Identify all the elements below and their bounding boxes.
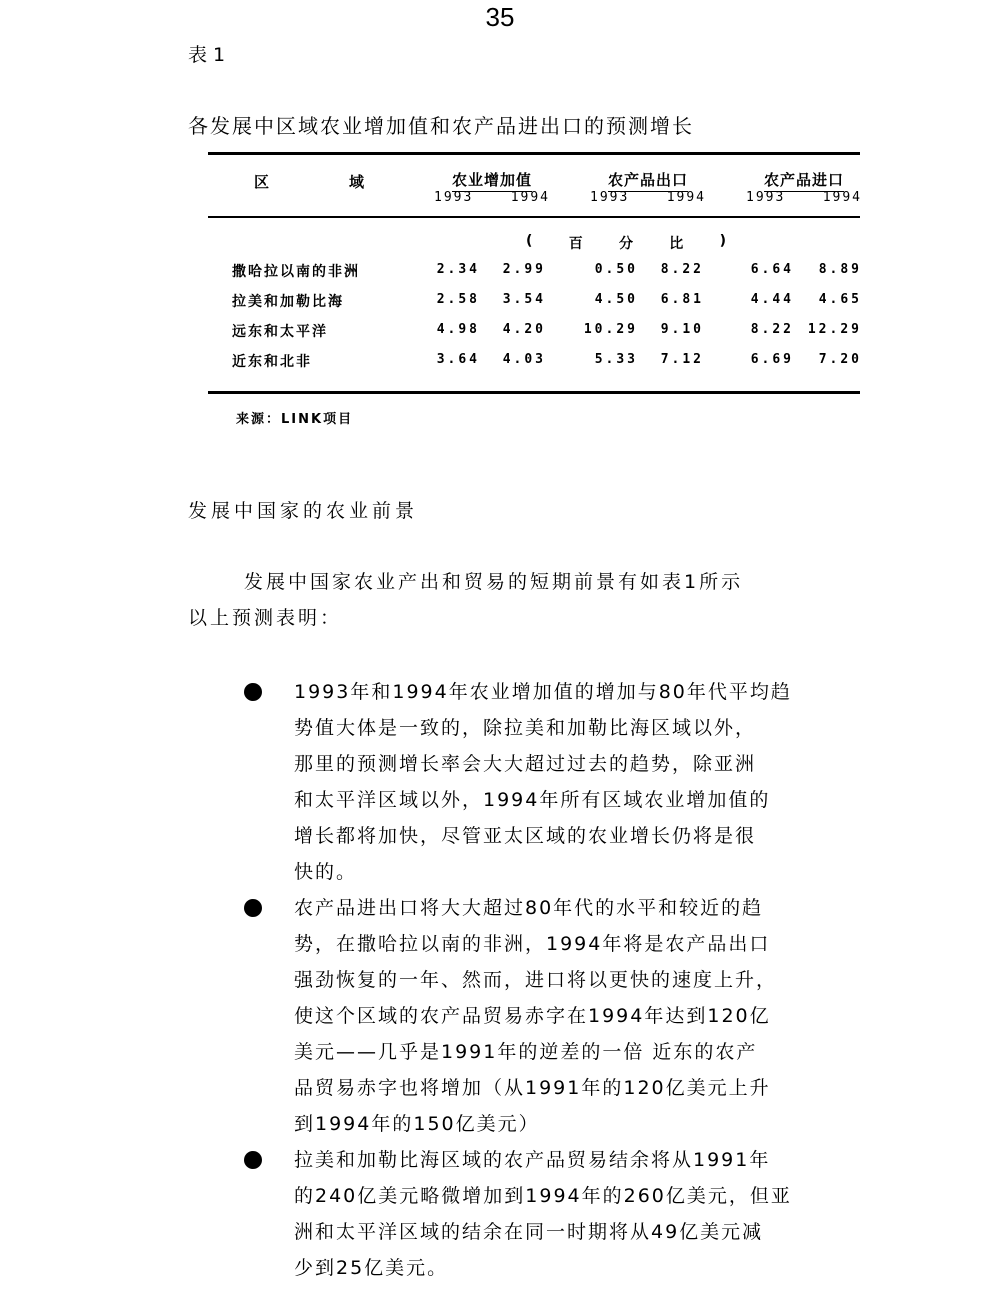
table-cell: 2.34	[436, 262, 480, 277]
bullet-line: 的240亿美元略微增加到1994年的260亿美元，但亚	[294, 1185, 792, 1207]
table-cell: 4.44	[750, 292, 794, 307]
bullet-line: 那里的预测增长率会大大超过过去的趋势，除亚洲	[294, 753, 757, 775]
group-title: 农业增加值	[452, 169, 532, 192]
bullet-line: 使这个区域的农产品贸易赤字在1994年达到120亿	[294, 1005, 771, 1027]
table-label: 表 1	[188, 44, 226, 66]
table-cell: 3.54	[502, 292, 546, 307]
table-cell: 8.89	[818, 262, 862, 277]
group-title: 农产品进口	[764, 169, 844, 192]
intro-line-2: 以上预测表明：	[188, 607, 343, 629]
bullet-line: 拉美和加勒比海区域的农产品贸易结余将从1991年	[294, 1149, 771, 1171]
intro-line-1: 发展中国家农业产出和贸易的短期前景有如表1所示	[244, 571, 744, 593]
bullet-line: 农产品进出口将大大超过80年代的水平和较近的趋	[294, 897, 764, 919]
bullet-line: 强劲恢复的一年、然而，进口将以更快的速度上升，	[294, 969, 778, 991]
unit-part: )	[719, 233, 726, 249]
table-cell: 4.50	[594, 292, 638, 307]
table-cell: 4.20	[502, 322, 546, 337]
table-source-note: 来源：LINK项目	[236, 412, 354, 427]
table-cell: 0.50	[594, 262, 638, 277]
data-table	[208, 152, 860, 394]
bullet-icon	[244, 1151, 262, 1169]
table-cell: 6.81	[660, 292, 704, 307]
bullet-line: 势值大体是一致的，除拉美和加勒比海区域以外，	[294, 717, 757, 739]
bullet-icon	[244, 683, 262, 701]
table-row-region: 远东和太平洋	[232, 324, 328, 340]
group-header-value-added	[432, 169, 552, 192]
region-header-char-1: 区	[254, 173, 270, 191]
bullet-line: 美元——几乎是1991年的逆差的一倍 近东的农产	[294, 1041, 758, 1063]
table-cell: 2.58	[436, 292, 480, 307]
table-title: 各发展中区域农业增加值和农产品进出口的预测增长	[188, 114, 694, 138]
unit-row	[526, 233, 726, 253]
group-header-exports	[588, 169, 708, 192]
bullet-item-1	[294, 674, 874, 890]
year-label: 1994	[510, 190, 550, 205]
group-header-imports	[744, 169, 864, 192]
bullet-line: 品贸易赤字也将增加（从1991年的120亿美元上升	[294, 1077, 771, 1099]
bullet-line: 和太平洋区域以外，1994年所有区域农业增加值的	[294, 789, 771, 811]
bullet-item-3	[294, 1142, 874, 1286]
table-cell: 4.03	[502, 352, 546, 367]
bullet-icon	[244, 899, 262, 917]
table-cell: 4.65	[818, 292, 862, 307]
year-label: 1993	[746, 190, 786, 205]
bullet-line: 少到25亿美元。	[294, 1257, 449, 1279]
table-cell: 10.29	[583, 322, 638, 337]
unit-part: (	[526, 233, 533, 249]
bullet-item-2	[294, 890, 874, 1142]
header-divider	[208, 216, 860, 218]
year-label: 1993	[590, 190, 630, 205]
bullet-line: 洲和太平洋区域的结余在同一时期将从49亿美元减	[294, 1221, 764, 1243]
region-column-header	[254, 171, 364, 192]
bullet-line: 1993年和1994年农业增加值的增加与80年代平均趋	[294, 681, 792, 703]
table-cell: 6.69	[750, 352, 794, 367]
bullet-line: 增长都将加快，尽管亚太区域的农业增长仍将是很	[294, 825, 757, 847]
table-cell: 9.10	[660, 322, 704, 337]
table-cell: 7.12	[660, 352, 704, 367]
table-cell: 7.20	[818, 352, 862, 367]
bullet-line: 到1994年的150亿美元）	[294, 1113, 540, 1135]
unit-part: 分	[619, 236, 633, 252]
unit-part: 比	[669, 236, 684, 252]
group-years-imports	[746, 190, 862, 205]
table-cell: 3.64	[436, 352, 480, 367]
table-cell: 6.64	[750, 262, 794, 277]
table-cell: 4.98	[436, 322, 480, 337]
group-years-value-added	[434, 190, 550, 205]
section-heading: 发展中国家的农业前景	[188, 500, 419, 522]
table-row-region: 近东和北非	[232, 354, 312, 370]
table-cell: 8.22	[660, 262, 704, 277]
table-cell: 12.29	[807, 322, 862, 337]
year-label: 1994	[666, 190, 706, 205]
bullet-line: 快的。	[294, 861, 358, 883]
bullet-line: 势，在撒哈拉以南的非洲，1994年将是农产品出口	[294, 933, 771, 955]
page-number: 35	[485, 2, 515, 32]
year-label: 1994	[822, 190, 862, 205]
group-years-exports	[590, 190, 706, 205]
table-cell: 2.99	[502, 262, 546, 277]
year-label: 1993	[434, 190, 474, 205]
table-row-region: 撒哈拉以南的非洲	[232, 264, 360, 280]
table-cell: 5.33	[594, 352, 638, 367]
unit-part: 百	[568, 236, 583, 252]
table-cell: 8.22	[750, 322, 794, 337]
region-header-char-2: 域	[348, 173, 364, 191]
table-row-region: 拉美和加勒比海	[232, 294, 344, 310]
group-title: 农产品出口	[608, 169, 688, 192]
